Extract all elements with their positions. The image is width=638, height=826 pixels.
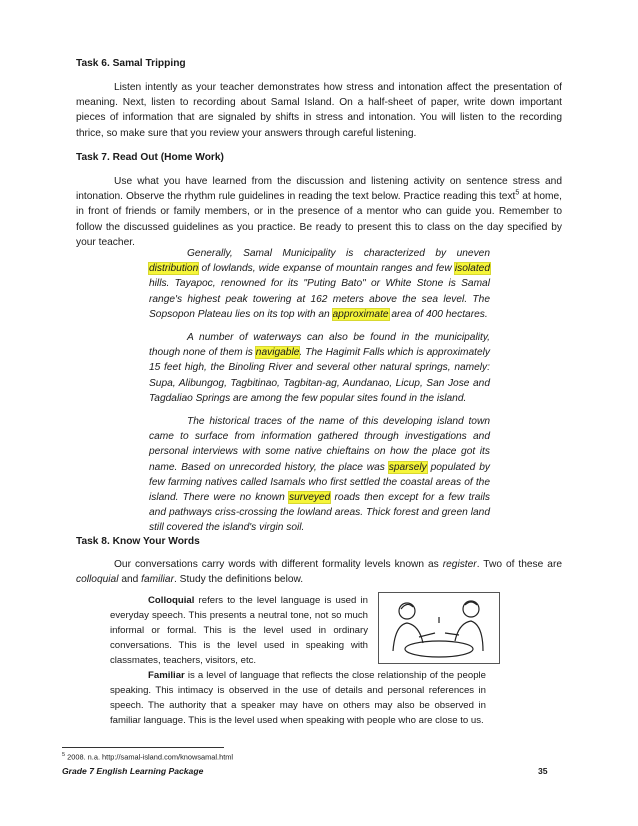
task8-heading: Task 8. Know Your Words: [76, 536, 200, 547]
familiar-term: Familiar: [148, 670, 185, 681]
passage-text: hills. Tayapoc, renowned for its "Puting Bato" or White Stone is Samal range's highest peak towering at 162 meters above the sea level. The Sopsopon Plateau lies on its top with an: [149, 278, 490, 320]
task7-body-part1: Use what you have learned from the discussion and listening activity on sentence stress and intonation. Observe the rhythm rule guidelines in reading the text below. Practice reading this text: [76, 176, 562, 203]
task7-body: [76, 174, 562, 250]
task6-heading: Task 6. Samal Tripping: [76, 58, 186, 69]
passage-text: populated by few farming natives called Isamals who first settled the coastal areas of the island. There were no known: [149, 461, 490, 504]
highlight-isolated: isolated: [454, 263, 490, 275]
page-number: 35: [538, 766, 548, 776]
footnote-text: 2008. n.a. http://samal-island.com/knowsamal.html: [65, 752, 234, 762]
colloquial-term: Colloquial: [148, 595, 195, 606]
intro-text: and: [118, 574, 142, 586]
task7-heading: Task 7. Read Out (Home Work): [76, 152, 224, 163]
highlight-navigable: navigable: [255, 347, 300, 359]
task8-intro: [76, 557, 562, 587]
highlight-approximate: approximate: [332, 308, 389, 320]
passage-paragraph-2: [149, 330, 490, 406]
passage-text: A number of waterways can also be found in the municipality, though none of them is: [149, 332, 490, 359]
highlight-sparsely: sparsely: [388, 461, 427, 473]
familiar-def-text: is a level of language that reflects the close relationship of the people speaking. This intimacy is observed in the use of details and personal references in speech. The authority that a speaker may have on others may also be observed in familiar language. This is the level used when speaking with people who are close to us.: [110, 670, 486, 726]
footnote-number: 5: [62, 752, 66, 758]
familiar-definition: [110, 668, 486, 728]
passage-text: Generally, Samal Municipality is characterized by uneven: [187, 248, 490, 259]
intro-text: . Two of these are: [476, 559, 563, 570]
highlight-surveyed: surveyed: [288, 492, 331, 504]
conversation-illustration: [378, 592, 500, 664]
intro-text: . Study the definitions below.: [174, 574, 304, 586]
footnote-divider: [62, 747, 224, 748]
task7-body-part2: at home, in front of friends or family members, or in the presence of a mentor who can guide you. Remember to follow the discussed guidelines as you practice. Be ready to present this to class on the day specified by your teacher.: [76, 191, 562, 248]
people-talking-icon: [379, 593, 499, 663]
colloquial-def-text: refers to the level language is used in everyday speech. This presents a neutral tone, not so much informal or formal. This is the level used in ordinary conversations. This is the level used in speaking with classmates, teachers, visitors, etc.: [110, 595, 368, 666]
footnote: [62, 752, 233, 761]
passage-text: of lowlands, wide expanse of mountain ranges and few: [198, 263, 455, 275]
intro-text: Our conversations carry words with different formality levels known as: [114, 559, 443, 570]
passage-text: . The Hagimit Falls which is approximately 15 feet high, the Binoling River and several other natural springs, namely: Supa, Alibungog, Tagbitinao, Tagbitan-ag, Aundanao, Licup, San Jose and Tagdaliao Springs are among the few popular sites found in the island.: [149, 347, 490, 404]
highlight-distribution: distribution: [149, 263, 199, 275]
term-colloquial: colloquial: [76, 574, 119, 586]
term-familiar: familiar: [141, 574, 174, 586]
passage-paragraph-1: [149, 246, 490, 322]
passage-text: The historical traces of the name of this developing island town came to surface from information gathered through investigations and personal interviews with some native chieftains on how the place got its name. Based on unrecorded history, the place was: [149, 416, 490, 473]
term-register: register: [442, 559, 477, 570]
passage-text: roads then except for a few trails and pathways criss-crossing the lowland areas. Thick forest and green land still covered the island's virgin soil.: [149, 492, 491, 534]
footnote-reference: 5: [515, 189, 520, 197]
colloquial-definition: [110, 593, 368, 668]
passage-paragraph-3: [149, 414, 490, 536]
task6-body: Listen intently as your teacher demonstrates how stress and intonation affect the presentation of meaning. Next, listen to recording about Samal Island. On a half-sheet of paper, write down important pieces of information that are signaled by shifts in stress and intonation. You will listen to the recording thrice, so make sure that you review your answers through careful listening.: [76, 82, 562, 139]
passage-text: area of 400 hectares.: [388, 308, 488, 320]
footer-title: Grade 7 English Learning Package: [62, 766, 204, 776]
